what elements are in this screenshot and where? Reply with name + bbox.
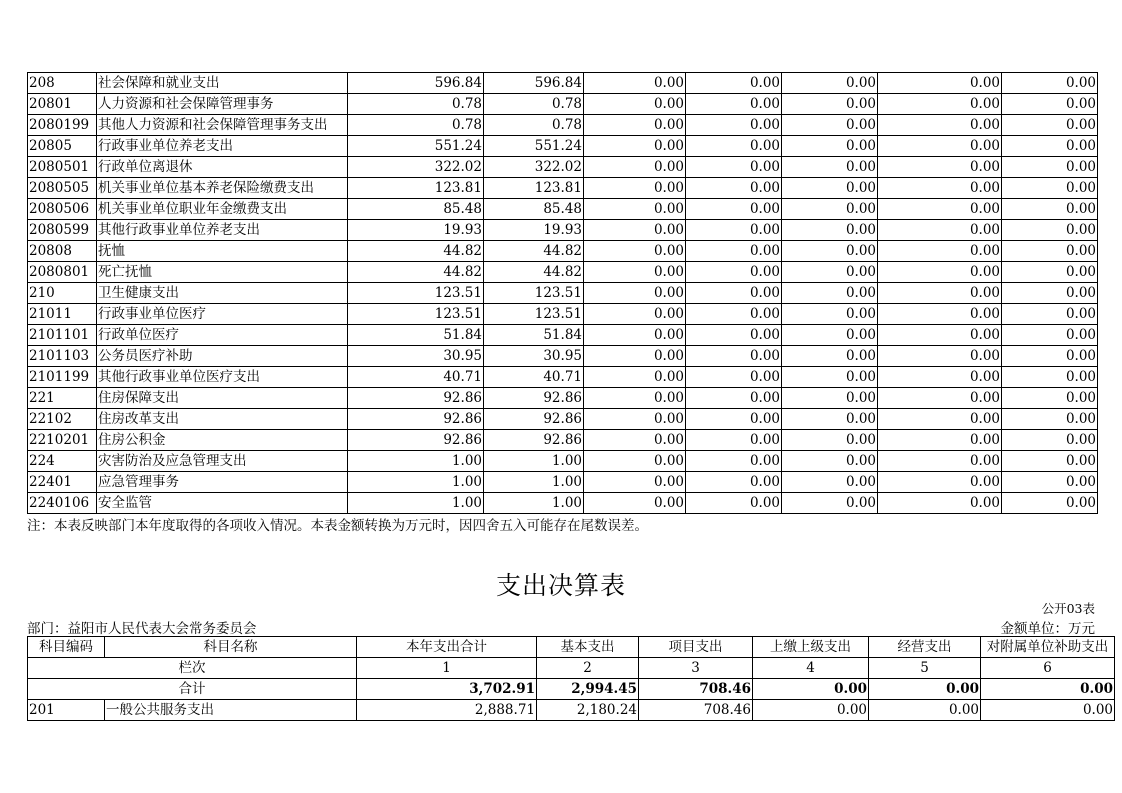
subject-code: 2210201 bbox=[28, 430, 97, 451]
subject-code: 2080801 bbox=[28, 262, 97, 283]
subject-name: 抚恤 bbox=[97, 241, 348, 262]
value-cell: 0.00 bbox=[878, 283, 1002, 304]
header-cell: 科目名称 bbox=[105, 637, 357, 658]
value-cell: 0.00 bbox=[584, 241, 686, 262]
header-cell: 项目支出 bbox=[639, 637, 753, 658]
total-value: 708.46 bbox=[639, 679, 753, 700]
table-row bbox=[28, 262, 1098, 283]
value-cell: 0.00 bbox=[1002, 325, 1098, 346]
header-cell: 本年支出合计 bbox=[357, 637, 537, 658]
subject-name: 应急管理事务 bbox=[97, 472, 348, 493]
subject-code: 22401 bbox=[28, 472, 97, 493]
value-cell: 19.93 bbox=[484, 220, 584, 241]
value-cell: 0.00 bbox=[1002, 346, 1098, 367]
value-cell: 44.82 bbox=[348, 241, 484, 262]
subject-name: 其他行政事业单位医疗支出 bbox=[97, 367, 348, 388]
header-cell: 科目编码 bbox=[28, 637, 105, 658]
value-cell: 551.24 bbox=[348, 136, 484, 157]
value-cell: 0.00 bbox=[878, 472, 1002, 493]
value-cell: 0.00 bbox=[782, 367, 878, 388]
table-row bbox=[28, 157, 1098, 178]
table-row bbox=[28, 94, 1098, 115]
subject-name: 其他人力资源和社会保障管理事务支出 bbox=[97, 115, 348, 136]
value-cell: 0.00 bbox=[584, 220, 686, 241]
value-cell: 0.00 bbox=[878, 325, 1002, 346]
value-cell: 0.00 bbox=[686, 241, 782, 262]
value-cell: 0.00 bbox=[878, 220, 1002, 241]
value-cell: 0.00 bbox=[584, 367, 686, 388]
value-cell: 0.00 bbox=[753, 700, 869, 721]
value-cell: 0.00 bbox=[878, 136, 1002, 157]
value-cell: 0.00 bbox=[1002, 388, 1098, 409]
subject-code: 20808 bbox=[28, 241, 97, 262]
value-cell: 0.00 bbox=[782, 451, 878, 472]
value-cell: 0.00 bbox=[878, 199, 1002, 220]
subject-code: 2101103 bbox=[28, 346, 97, 367]
value-cell: 0.00 bbox=[584, 94, 686, 115]
value-cell: 0.00 bbox=[1002, 493, 1098, 514]
subject-name: 其他行政事业单位养老支出 bbox=[97, 220, 348, 241]
value-cell: 0.00 bbox=[782, 94, 878, 115]
value-cell: 0.00 bbox=[782, 493, 878, 514]
value-cell: 0.00 bbox=[584, 409, 686, 430]
value-cell: 0.00 bbox=[1002, 199, 1098, 220]
subject-code: 210 bbox=[28, 283, 97, 304]
table-row bbox=[28, 493, 1098, 514]
value-cell: 0.00 bbox=[782, 346, 878, 367]
value-cell: 85.48 bbox=[484, 199, 584, 220]
header-cell: 经营支出 bbox=[869, 637, 981, 658]
value-cell: 44.82 bbox=[484, 241, 584, 262]
subject-name: 社会保障和就业支出 bbox=[97, 73, 348, 94]
value-cell: 40.71 bbox=[348, 367, 484, 388]
value-cell: 0.00 bbox=[686, 451, 782, 472]
table-row bbox=[28, 115, 1098, 136]
value-cell: 0.00 bbox=[1002, 73, 1098, 94]
subject-name: 公务员医疗补助 bbox=[97, 346, 348, 367]
subject-code: 2080199 bbox=[28, 115, 97, 136]
value-cell: 0.00 bbox=[782, 472, 878, 493]
table-row bbox=[28, 430, 1098, 451]
value-cell: 0.78 bbox=[484, 115, 584, 136]
column-number: 3 bbox=[639, 658, 753, 679]
subject-name: 住房公积金 bbox=[97, 430, 348, 451]
value-cell: 92.86 bbox=[484, 409, 584, 430]
value-cell: 123.81 bbox=[484, 178, 584, 199]
value-cell: 0.00 bbox=[1002, 241, 1098, 262]
table-row bbox=[28, 346, 1098, 367]
total-value: 3,702.91 bbox=[357, 679, 537, 700]
table-row bbox=[28, 472, 1098, 493]
value-cell: 0.00 bbox=[782, 199, 878, 220]
value-cell: 2,888.71 bbox=[357, 700, 537, 721]
table-row bbox=[28, 451, 1098, 472]
value-cell: 0.00 bbox=[584, 115, 686, 136]
value-cell: 322.02 bbox=[484, 157, 584, 178]
value-cell: 0.00 bbox=[878, 178, 1002, 199]
subject-code: 2080599 bbox=[28, 220, 97, 241]
value-cell: 44.82 bbox=[484, 262, 584, 283]
value-cell: 0.00 bbox=[686, 388, 782, 409]
total-value: 0.00 bbox=[753, 679, 869, 700]
subject-name: 卫生健康支出 bbox=[97, 283, 348, 304]
value-cell: 19.93 bbox=[348, 220, 484, 241]
value-cell: 51.84 bbox=[484, 325, 584, 346]
value-cell: 0.00 bbox=[1002, 220, 1098, 241]
value-cell: 0.00 bbox=[1002, 409, 1098, 430]
value-cell: 30.95 bbox=[484, 346, 584, 367]
header-cell: 基本支出 bbox=[537, 637, 639, 658]
value-cell: 0.00 bbox=[584, 136, 686, 157]
value-cell: 0.00 bbox=[878, 241, 1002, 262]
table-note: 注：本表反映部门本年度取得的各项收入情况。本表金额转换为万元时，因四舍五入可能存在尾数误差。 bbox=[27, 518, 648, 534]
value-cell: 0.00 bbox=[878, 430, 1002, 451]
table-row bbox=[28, 73, 1098, 94]
value-cell: 44.82 bbox=[348, 262, 484, 283]
header-cell: 上缴上级支出 bbox=[753, 637, 869, 658]
value-cell: 92.86 bbox=[484, 430, 584, 451]
value-cell: 0.00 bbox=[1002, 367, 1098, 388]
value-cell: 0.00 bbox=[584, 325, 686, 346]
column-number: 4 bbox=[753, 658, 869, 679]
total-value: 0.00 bbox=[981, 679, 1115, 700]
value-cell: 0.00 bbox=[686, 178, 782, 199]
value-cell: 0.78 bbox=[484, 94, 584, 115]
table-row bbox=[28, 199, 1098, 220]
value-cell: 0.00 bbox=[1002, 115, 1098, 136]
value-cell: 0.00 bbox=[1002, 94, 1098, 115]
value-cell: 0.00 bbox=[878, 262, 1002, 283]
value-cell: 0.00 bbox=[584, 157, 686, 178]
value-cell: 123.51 bbox=[484, 304, 584, 325]
value-cell: 1.00 bbox=[484, 451, 584, 472]
column-number: 5 bbox=[869, 658, 981, 679]
column-number: 2 bbox=[537, 658, 639, 679]
total-label: 合计 bbox=[28, 679, 357, 700]
subject-name: 住房保障支出 bbox=[97, 388, 348, 409]
value-cell: 0.00 bbox=[584, 304, 686, 325]
value-cell: 0.00 bbox=[584, 430, 686, 451]
value-cell: 0.00 bbox=[869, 700, 981, 721]
subject-name: 行政单位离退休 bbox=[97, 157, 348, 178]
value-cell: 0.00 bbox=[878, 388, 1002, 409]
total-row bbox=[28, 679, 1115, 700]
value-cell: 0.00 bbox=[686, 430, 782, 451]
department-label: 部门：益阳市人民代表大会常务委员会 bbox=[27, 621, 257, 637]
value-cell: 85.48 bbox=[348, 199, 484, 220]
value-cell: 0.00 bbox=[782, 283, 878, 304]
value-cell: 0.00 bbox=[1002, 304, 1098, 325]
value-cell: 92.86 bbox=[348, 430, 484, 451]
value-cell: 0.00 bbox=[1002, 136, 1098, 157]
value-cell: 0.00 bbox=[1002, 472, 1098, 493]
subject-code: 20801 bbox=[28, 94, 97, 115]
value-cell: 0.00 bbox=[1002, 157, 1098, 178]
expense-table bbox=[27, 636, 1115, 721]
value-cell: 0.00 bbox=[782, 73, 878, 94]
value-cell: 0.00 bbox=[782, 157, 878, 178]
value-cell: 123.81 bbox=[348, 178, 484, 199]
value-cell: 0.00 bbox=[686, 220, 782, 241]
value-cell: 0.00 bbox=[1002, 178, 1098, 199]
value-cell: 0.00 bbox=[782, 178, 878, 199]
value-cell: 123.51 bbox=[348, 304, 484, 325]
value-cell: 0.00 bbox=[878, 451, 1002, 472]
subject-code: 2080501 bbox=[28, 157, 97, 178]
table-row bbox=[28, 220, 1098, 241]
subject-name: 安全监管 bbox=[97, 493, 348, 514]
page-title: 支出决算表 bbox=[495, 571, 626, 600]
column-index-label: 栏次 bbox=[28, 658, 357, 679]
subject-code: 2080506 bbox=[28, 199, 97, 220]
value-cell: 0.00 bbox=[584, 262, 686, 283]
value-cell: 0.00 bbox=[686, 472, 782, 493]
table-row bbox=[28, 283, 1098, 304]
value-cell: 92.86 bbox=[484, 388, 584, 409]
value-cell: 0.00 bbox=[981, 700, 1115, 721]
value-cell: 0.00 bbox=[686, 136, 782, 157]
value-cell: 0.00 bbox=[686, 367, 782, 388]
value-cell: 322.02 bbox=[348, 157, 484, 178]
column-index-row bbox=[28, 658, 1115, 679]
value-cell: 0.00 bbox=[878, 157, 1002, 178]
subject-name: 一般公共服务支出 bbox=[105, 700, 357, 721]
column-number: 1 bbox=[357, 658, 537, 679]
subject-code: 2101199 bbox=[28, 367, 97, 388]
value-cell: 0.00 bbox=[878, 94, 1002, 115]
total-value: 2,994.45 bbox=[537, 679, 639, 700]
expense-header-row bbox=[28, 637, 1115, 658]
value-cell: 1.00 bbox=[348, 472, 484, 493]
column-number: 6 bbox=[981, 658, 1115, 679]
value-cell: 0.00 bbox=[584, 178, 686, 199]
value-cell: 0.00 bbox=[1002, 262, 1098, 283]
value-cell: 0.00 bbox=[686, 73, 782, 94]
subject-name: 住房改革支出 bbox=[97, 409, 348, 430]
value-cell: 0.00 bbox=[686, 199, 782, 220]
table-row bbox=[28, 304, 1098, 325]
subject-code: 224 bbox=[28, 451, 97, 472]
value-cell: 0.00 bbox=[686, 115, 782, 136]
value-cell: 0.00 bbox=[584, 388, 686, 409]
value-cell: 0.00 bbox=[782, 430, 878, 451]
table-row bbox=[28, 367, 1098, 388]
subject-code: 2101101 bbox=[28, 325, 97, 346]
value-cell: 1.00 bbox=[348, 493, 484, 514]
value-cell: 596.84 bbox=[348, 73, 484, 94]
subject-name: 灾害防治及应急管理支出 bbox=[97, 451, 348, 472]
value-cell: 0.00 bbox=[782, 241, 878, 262]
form-number: 公开03表 bbox=[1041, 601, 1095, 616]
value-cell: 0.00 bbox=[782, 304, 878, 325]
value-cell: 0.00 bbox=[782, 136, 878, 157]
table-row bbox=[28, 136, 1098, 157]
subject-name: 人力资源和社会保障管理事务 bbox=[97, 94, 348, 115]
value-cell: 0.00 bbox=[584, 346, 686, 367]
table-row bbox=[28, 178, 1098, 199]
value-cell: 0.78 bbox=[348, 94, 484, 115]
value-cell: 0.00 bbox=[686, 283, 782, 304]
value-cell: 30.95 bbox=[348, 346, 484, 367]
header-cell: 对附属单位补助支出 bbox=[981, 637, 1115, 658]
value-cell: 596.84 bbox=[484, 73, 584, 94]
value-cell: 0.00 bbox=[878, 73, 1002, 94]
value-cell: 2,180.24 bbox=[537, 700, 639, 721]
table-row bbox=[28, 325, 1098, 346]
subject-name: 行政事业单位医疗 bbox=[97, 304, 348, 325]
value-cell: 0.00 bbox=[686, 94, 782, 115]
value-cell: 123.51 bbox=[348, 283, 484, 304]
value-cell: 0.00 bbox=[686, 409, 782, 430]
value-cell: 0.00 bbox=[584, 472, 686, 493]
table-row bbox=[28, 409, 1098, 430]
value-cell: 0.78 bbox=[348, 115, 484, 136]
value-cell: 92.86 bbox=[348, 409, 484, 430]
value-cell: 0.00 bbox=[1002, 451, 1098, 472]
table-row bbox=[28, 388, 1098, 409]
subject-code: 208 bbox=[28, 73, 97, 94]
value-cell: 551.24 bbox=[484, 136, 584, 157]
value-cell: 1.00 bbox=[484, 493, 584, 514]
value-cell: 0.00 bbox=[686, 157, 782, 178]
subject-name: 死亡抚恤 bbox=[97, 262, 348, 283]
value-cell: 0.00 bbox=[878, 409, 1002, 430]
value-cell: 0.00 bbox=[686, 325, 782, 346]
total-value: 0.00 bbox=[869, 679, 981, 700]
subject-code: 221 bbox=[28, 388, 97, 409]
subject-code: 20805 bbox=[28, 136, 97, 157]
value-cell: 0.00 bbox=[878, 493, 1002, 514]
value-cell: 40.71 bbox=[484, 367, 584, 388]
value-cell: 0.00 bbox=[686, 493, 782, 514]
value-cell: 0.00 bbox=[686, 304, 782, 325]
value-cell: 0.00 bbox=[584, 451, 686, 472]
value-cell: 708.46 bbox=[639, 700, 753, 721]
value-cell: 0.00 bbox=[782, 262, 878, 283]
value-cell: 0.00 bbox=[686, 262, 782, 283]
value-cell: 0.00 bbox=[878, 304, 1002, 325]
subject-code: 2240106 bbox=[28, 493, 97, 514]
value-cell: 0.00 bbox=[584, 493, 686, 514]
value-cell: 0.00 bbox=[584, 73, 686, 94]
value-cell: 0.00 bbox=[782, 388, 878, 409]
value-cell: 123.51 bbox=[484, 283, 584, 304]
subject-code: 21011 bbox=[28, 304, 97, 325]
value-cell: 1.00 bbox=[348, 451, 484, 472]
subject-code: 22102 bbox=[28, 409, 97, 430]
value-cell: 0.00 bbox=[782, 220, 878, 241]
income-table bbox=[27, 72, 1098, 514]
subject-code: 2080505 bbox=[28, 178, 97, 199]
value-cell: 0.00 bbox=[1002, 430, 1098, 451]
subject-name: 机关事业单位基本养老保险缴费支出 bbox=[97, 178, 348, 199]
value-cell: 0.00 bbox=[878, 115, 1002, 136]
value-cell: 0.00 bbox=[782, 409, 878, 430]
value-cell: 0.00 bbox=[878, 346, 1002, 367]
subject-name: 机关事业单位职业年金缴费支出 bbox=[97, 199, 348, 220]
value-cell: 0.00 bbox=[584, 199, 686, 220]
value-cell: 92.86 bbox=[348, 388, 484, 409]
subject-name: 行政单位医疗 bbox=[97, 325, 348, 346]
value-cell: 0.00 bbox=[878, 367, 1002, 388]
value-cell: 0.00 bbox=[1002, 283, 1098, 304]
value-cell: 1.00 bbox=[484, 472, 584, 493]
amount-unit-label: 金额单位：万元 bbox=[1000, 621, 1095, 637]
value-cell: 0.00 bbox=[782, 115, 878, 136]
value-cell: 51.84 bbox=[348, 325, 484, 346]
value-cell: 0.00 bbox=[584, 283, 686, 304]
value-cell: 0.00 bbox=[782, 325, 878, 346]
value-cell: 0.00 bbox=[686, 346, 782, 367]
subject-code: 201 bbox=[28, 700, 105, 721]
table-row bbox=[28, 241, 1098, 262]
subject-name: 行政事业单位养老支出 bbox=[97, 136, 348, 157]
table-row bbox=[28, 700, 1115, 721]
